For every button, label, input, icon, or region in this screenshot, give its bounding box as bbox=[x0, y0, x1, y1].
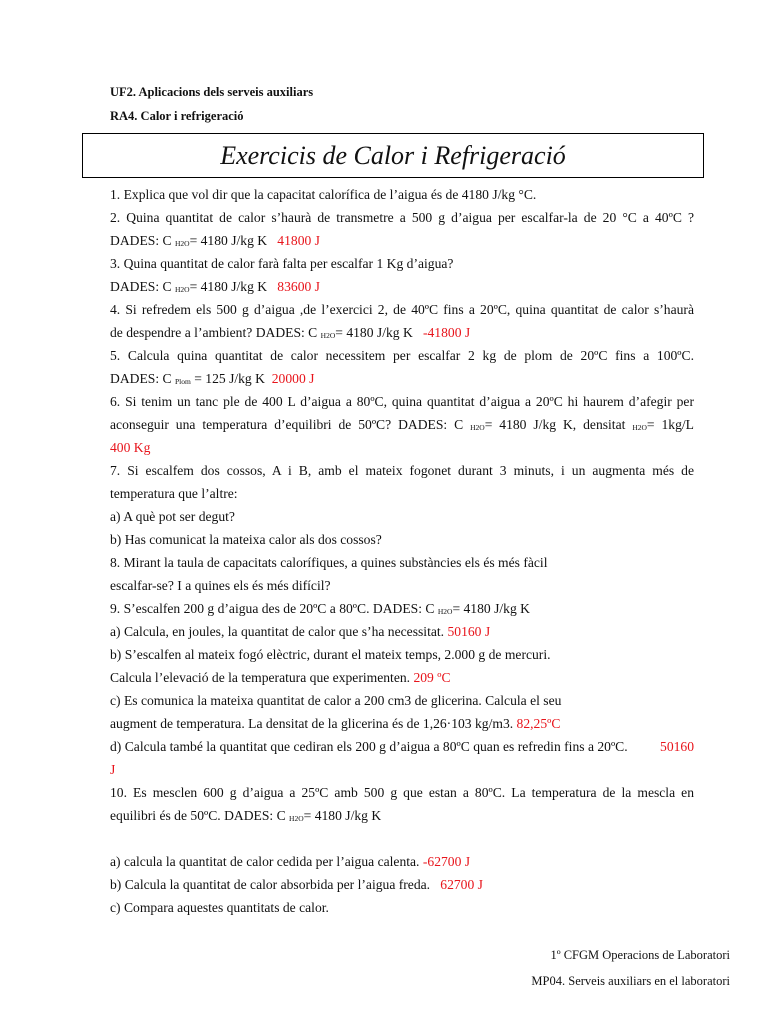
data-label: DADES: C bbox=[110, 233, 175, 248]
subquestion: b) Calcula la quantitat de calor absorbida per l’aigua freda. bbox=[110, 877, 431, 892]
answer: 20000 J bbox=[271, 371, 315, 386]
data-value: = 125 J/kg K bbox=[190, 371, 265, 386]
exercise-9b-cont bbox=[110, 670, 694, 686]
exercise-2-text: 2. Quina quantitat de calor s’haurà de transmetre a 500 g d’aigua per escalfar-la de 20 °C a 40ºC ? bbox=[110, 210, 694, 225]
exercise-8-cont bbox=[110, 578, 694, 594]
answer: 50160 J bbox=[447, 624, 491, 639]
exercise-10-text: 10. Es mesclen 600 g d’aigua a 25ºC amb 500 g que estan a 80ºC. La temperatura de la mescla en bbox=[110, 785, 694, 800]
data-value: = 4180 J/kg K, densitat bbox=[484, 417, 633, 432]
subscript: Plom bbox=[174, 377, 191, 386]
data-label: aconseguir una temperatura d’equilibri de 50ºC? DADES: C bbox=[110, 417, 471, 432]
exercise-4-text: 4. Si refredem els 500 g d’aigua ,de l’exercici 2, de 40ºC fins a 20ºC, quina quantitat de calor s’haurà bbox=[110, 302, 694, 317]
answer: -41800 J bbox=[422, 325, 471, 340]
exercise-9b bbox=[110, 647, 694, 663]
page-title: Exercicis de Calor i Refrigeració bbox=[220, 140, 566, 170]
subscript: H2O bbox=[632, 423, 647, 432]
data-value: = 4180 J/kg K bbox=[452, 601, 530, 616]
subscript: H2O bbox=[289, 814, 304, 823]
answer: -62700 J bbox=[422, 854, 471, 869]
exercise-3-question bbox=[110, 256, 694, 272]
answer: 41800 J bbox=[277, 233, 320, 248]
exercise-10-question bbox=[110, 785, 694, 801]
exercise-6-answer bbox=[110, 440, 694, 456]
exercise-10b bbox=[110, 877, 694, 893]
answer: 209 ºC bbox=[413, 670, 451, 685]
exercise-9c bbox=[110, 693, 694, 709]
exercise-8-text: 8. Mirant la taula de capacitats calorífiques, a quines substàncies els és més fàcil bbox=[110, 555, 548, 570]
subquestion: c) Es comunica la mateixa quantitat de calor a 200 cm3 de glicerina. Calcula el seu bbox=[110, 693, 562, 708]
exercise-1-text: 1. Explica que vol dir que la capacitat calorífica de l’aigua és de 4180 J/kg °C. bbox=[110, 187, 537, 202]
data-label: equilibri és de 50ºC. DADES: C bbox=[110, 808, 290, 823]
exercise-9c-cont bbox=[110, 716, 694, 732]
exercise-7-text: 7. Si escalfem dos cossos, A i B, amb el mateix fogonet durant 3 minuts, i un augmenta més de bbox=[110, 463, 694, 478]
subquestion: b) S’escalfen al mateix fogó elèctric, durant el mateix temps, 2.000 g de mercuri. bbox=[110, 647, 551, 662]
subquestion: a) calcula la quantitat de calor cedida per l’aigua calenta. bbox=[110, 854, 420, 869]
exercise-9d bbox=[110, 739, 694, 755]
subquestion: c) Compara aquestes quantitats de calor. bbox=[110, 900, 329, 915]
footer-course: 1º CFGM Operacions de Laboratori bbox=[550, 948, 730, 962]
learning-outcome: RA4. Calor i refrigeració bbox=[110, 109, 244, 123]
exercise-9d-answer-cont bbox=[110, 762, 694, 778]
exercise-1 bbox=[110, 187, 694, 203]
exercise-8-question bbox=[110, 555, 694, 571]
subscript: H2O bbox=[174, 239, 190, 248]
exercise-7-text: temperatura que l’altre: bbox=[110, 486, 238, 501]
subquestion: b) Has comunicat la mateixa calor als dos cossos? bbox=[110, 532, 382, 547]
subscript: H2O bbox=[437, 607, 453, 616]
exercise-2-data bbox=[110, 233, 694, 252]
subquestion: Calcula l’elevació de la temperatura que experimenten. bbox=[110, 670, 411, 685]
footer-module: MP04. Serveis auxiliars en el laboratori bbox=[531, 974, 730, 988]
answer: 62700 J bbox=[440, 877, 483, 892]
exercise-9-text: 9. S’escalfen 200 g d’aigua des de 20ºC a 80ºC. DADES: C bbox=[110, 601, 438, 616]
exercise-3-text: 3. Quina quantitat de calor farà falta per escalfar 1 Kg d’aigua? bbox=[110, 256, 454, 271]
exercise-4-data bbox=[110, 325, 694, 344]
subquestion: d) Calcula també la quantitat que cediran els 200 g d’aigua a 80ºC quan es refredin fins a 20ºC. bbox=[110, 739, 628, 754]
answer: 83600 J bbox=[277, 279, 320, 294]
exercise-7-question bbox=[110, 463, 694, 479]
exercise-8-text: escalfar-se? I a quines els és més difícil? bbox=[110, 578, 331, 593]
exercise-6-data bbox=[110, 417, 694, 436]
exercise-9a bbox=[110, 624, 694, 640]
exercise-10a bbox=[110, 854, 694, 870]
exercise-4-question bbox=[110, 302, 694, 318]
subscript: H2O bbox=[470, 423, 485, 432]
subscript: H2O bbox=[174, 285, 190, 294]
exercise-5-data bbox=[110, 371, 694, 390]
exercise-6-question bbox=[110, 394, 694, 410]
exercise-10c bbox=[110, 900, 694, 916]
subquestion: a) A què pot ser degut? bbox=[110, 509, 235, 524]
data-value: = 4180 J/kg K bbox=[189, 233, 268, 248]
data-label: DADES: C bbox=[110, 279, 175, 294]
data-label: de despendre a l’ambient? DADES: C bbox=[110, 325, 321, 340]
data-value: = 4180 J/kg K bbox=[303, 808, 382, 823]
exercise-7a bbox=[110, 509, 694, 525]
course-unit: UF2. Aplicacions dels serveis auxiliars bbox=[110, 85, 314, 99]
data-value: = 4180 J/kg K bbox=[335, 325, 413, 340]
subquestion: a) Calcula, en joules, la quantitat de calor que s’ha necessitat. bbox=[110, 624, 445, 639]
answer: 82,25ºC bbox=[516, 716, 561, 731]
answer: 50160 bbox=[660, 739, 694, 754]
exercise-6-text: 6. Si tenim un tanc ple de 400 L d’aigua a 80ºC, quina quantitat d’aigua a 20ºC hi haurem d’afegir per bbox=[110, 394, 694, 409]
exercise-7-cont bbox=[110, 486, 694, 502]
data-label: DADES: C bbox=[110, 371, 175, 386]
exercise-2-question bbox=[110, 210, 694, 226]
exercise-3-data bbox=[110, 279, 694, 298]
data-value: = 1kg/L bbox=[646, 417, 694, 432]
exercise-5-question bbox=[110, 348, 694, 364]
answer: 400 Kg bbox=[110, 440, 151, 455]
exercise-10-data bbox=[110, 808, 694, 827]
subscript: H2O bbox=[320, 331, 336, 340]
exercise-5-text: 5. Calcula quina quantitat de calor necessitem per escalfar 2 kg de plom de 20ºC fins a 100ºC. bbox=[110, 348, 694, 363]
subquestion: augment de temperatura. La densitat de la glicerina és de 1,26·103 kg/m3. bbox=[110, 716, 514, 731]
title-box bbox=[82, 133, 704, 178]
data-value: = 4180 J/kg K bbox=[189, 279, 268, 294]
exercise-7b bbox=[110, 532, 694, 548]
answer: J bbox=[110, 762, 116, 777]
exercise-9-question bbox=[110, 601, 694, 620]
